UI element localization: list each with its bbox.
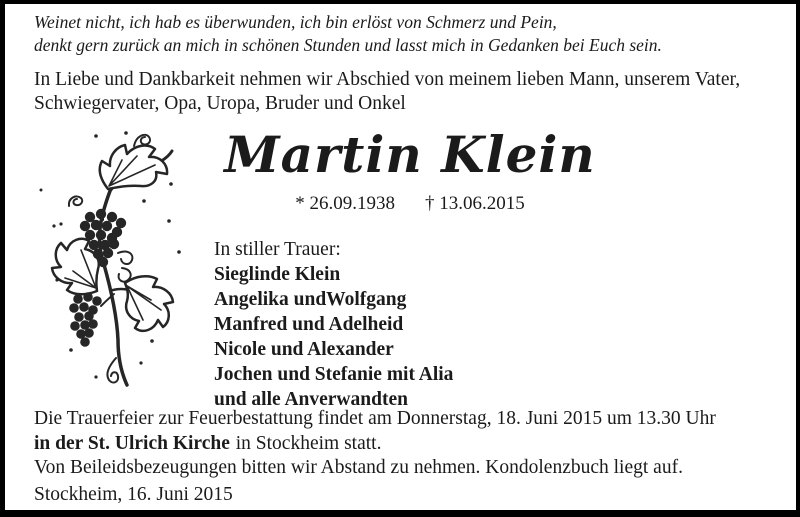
condolence-line: Von Beileidsbezeugungen bitten wir Abstand zu nehmen. Kondolenzbuch liegt auf. bbox=[34, 457, 683, 478]
place-date-line: Stockheim, 16. Juni 2015 bbox=[34, 484, 233, 505]
death-date: † 13.06.2015 bbox=[425, 193, 525, 214]
mourners-block bbox=[214, 237, 453, 412]
funeral-line-2 bbox=[34, 432, 716, 457]
deceased-name: Martin Klein bbox=[224, 125, 596, 184]
mourner-name: Angelika undWolfgang bbox=[214, 289, 407, 310]
grape-vine-illustration bbox=[21, 128, 203, 392]
birth-date: * 26.09.1938 bbox=[295, 193, 395, 214]
funeral-location: in Stockheim statt. bbox=[235, 432, 382, 454]
funeral-info bbox=[34, 407, 716, 481]
verse-line-1: Weinet nicht, ich hab es überwunden, ich bin erlöst von Schmerz und Pein, bbox=[34, 12, 557, 32]
mourner-name: Jochen und Stefanie mit Alia bbox=[214, 364, 454, 385]
mourner-name: und alle Anverwandten bbox=[214, 389, 408, 410]
grape-cluster-lower bbox=[69, 292, 102, 347]
intro-line-2: Schwiegervater, Opa, Uropa, Bruder und Onkel bbox=[34, 93, 406, 114]
funeral-line-1: Die Trauerfeier zur Feuerbestattung findet am Donnerstag, 18. Juni 2015 um 13.30 Uhr bbox=[34, 408, 716, 429]
intro-text bbox=[34, 68, 740, 116]
verse-line-2: denkt gern zurück an mich in schönen Stunden und lasst mich in Gedanken bei Euch sein. bbox=[34, 35, 662, 55]
mourner-name: Sieglinde Klein bbox=[214, 264, 341, 285]
mourner-name: Nicole und Alexander bbox=[214, 339, 394, 360]
mourning-label: In stiller Trauer: bbox=[214, 239, 341, 260]
mourner-name: Manfred und Adelheid bbox=[214, 314, 404, 335]
church-name: in der St. Ulrich Kirche bbox=[34, 432, 230, 454]
life-dates bbox=[205, 193, 615, 215]
intro-line-1: In Liebe und Dankbarkeit nehmen wir Abschied von meinem lieben Mann, unserem Vater, bbox=[34, 69, 741, 90]
memorial-verse bbox=[34, 11, 662, 57]
